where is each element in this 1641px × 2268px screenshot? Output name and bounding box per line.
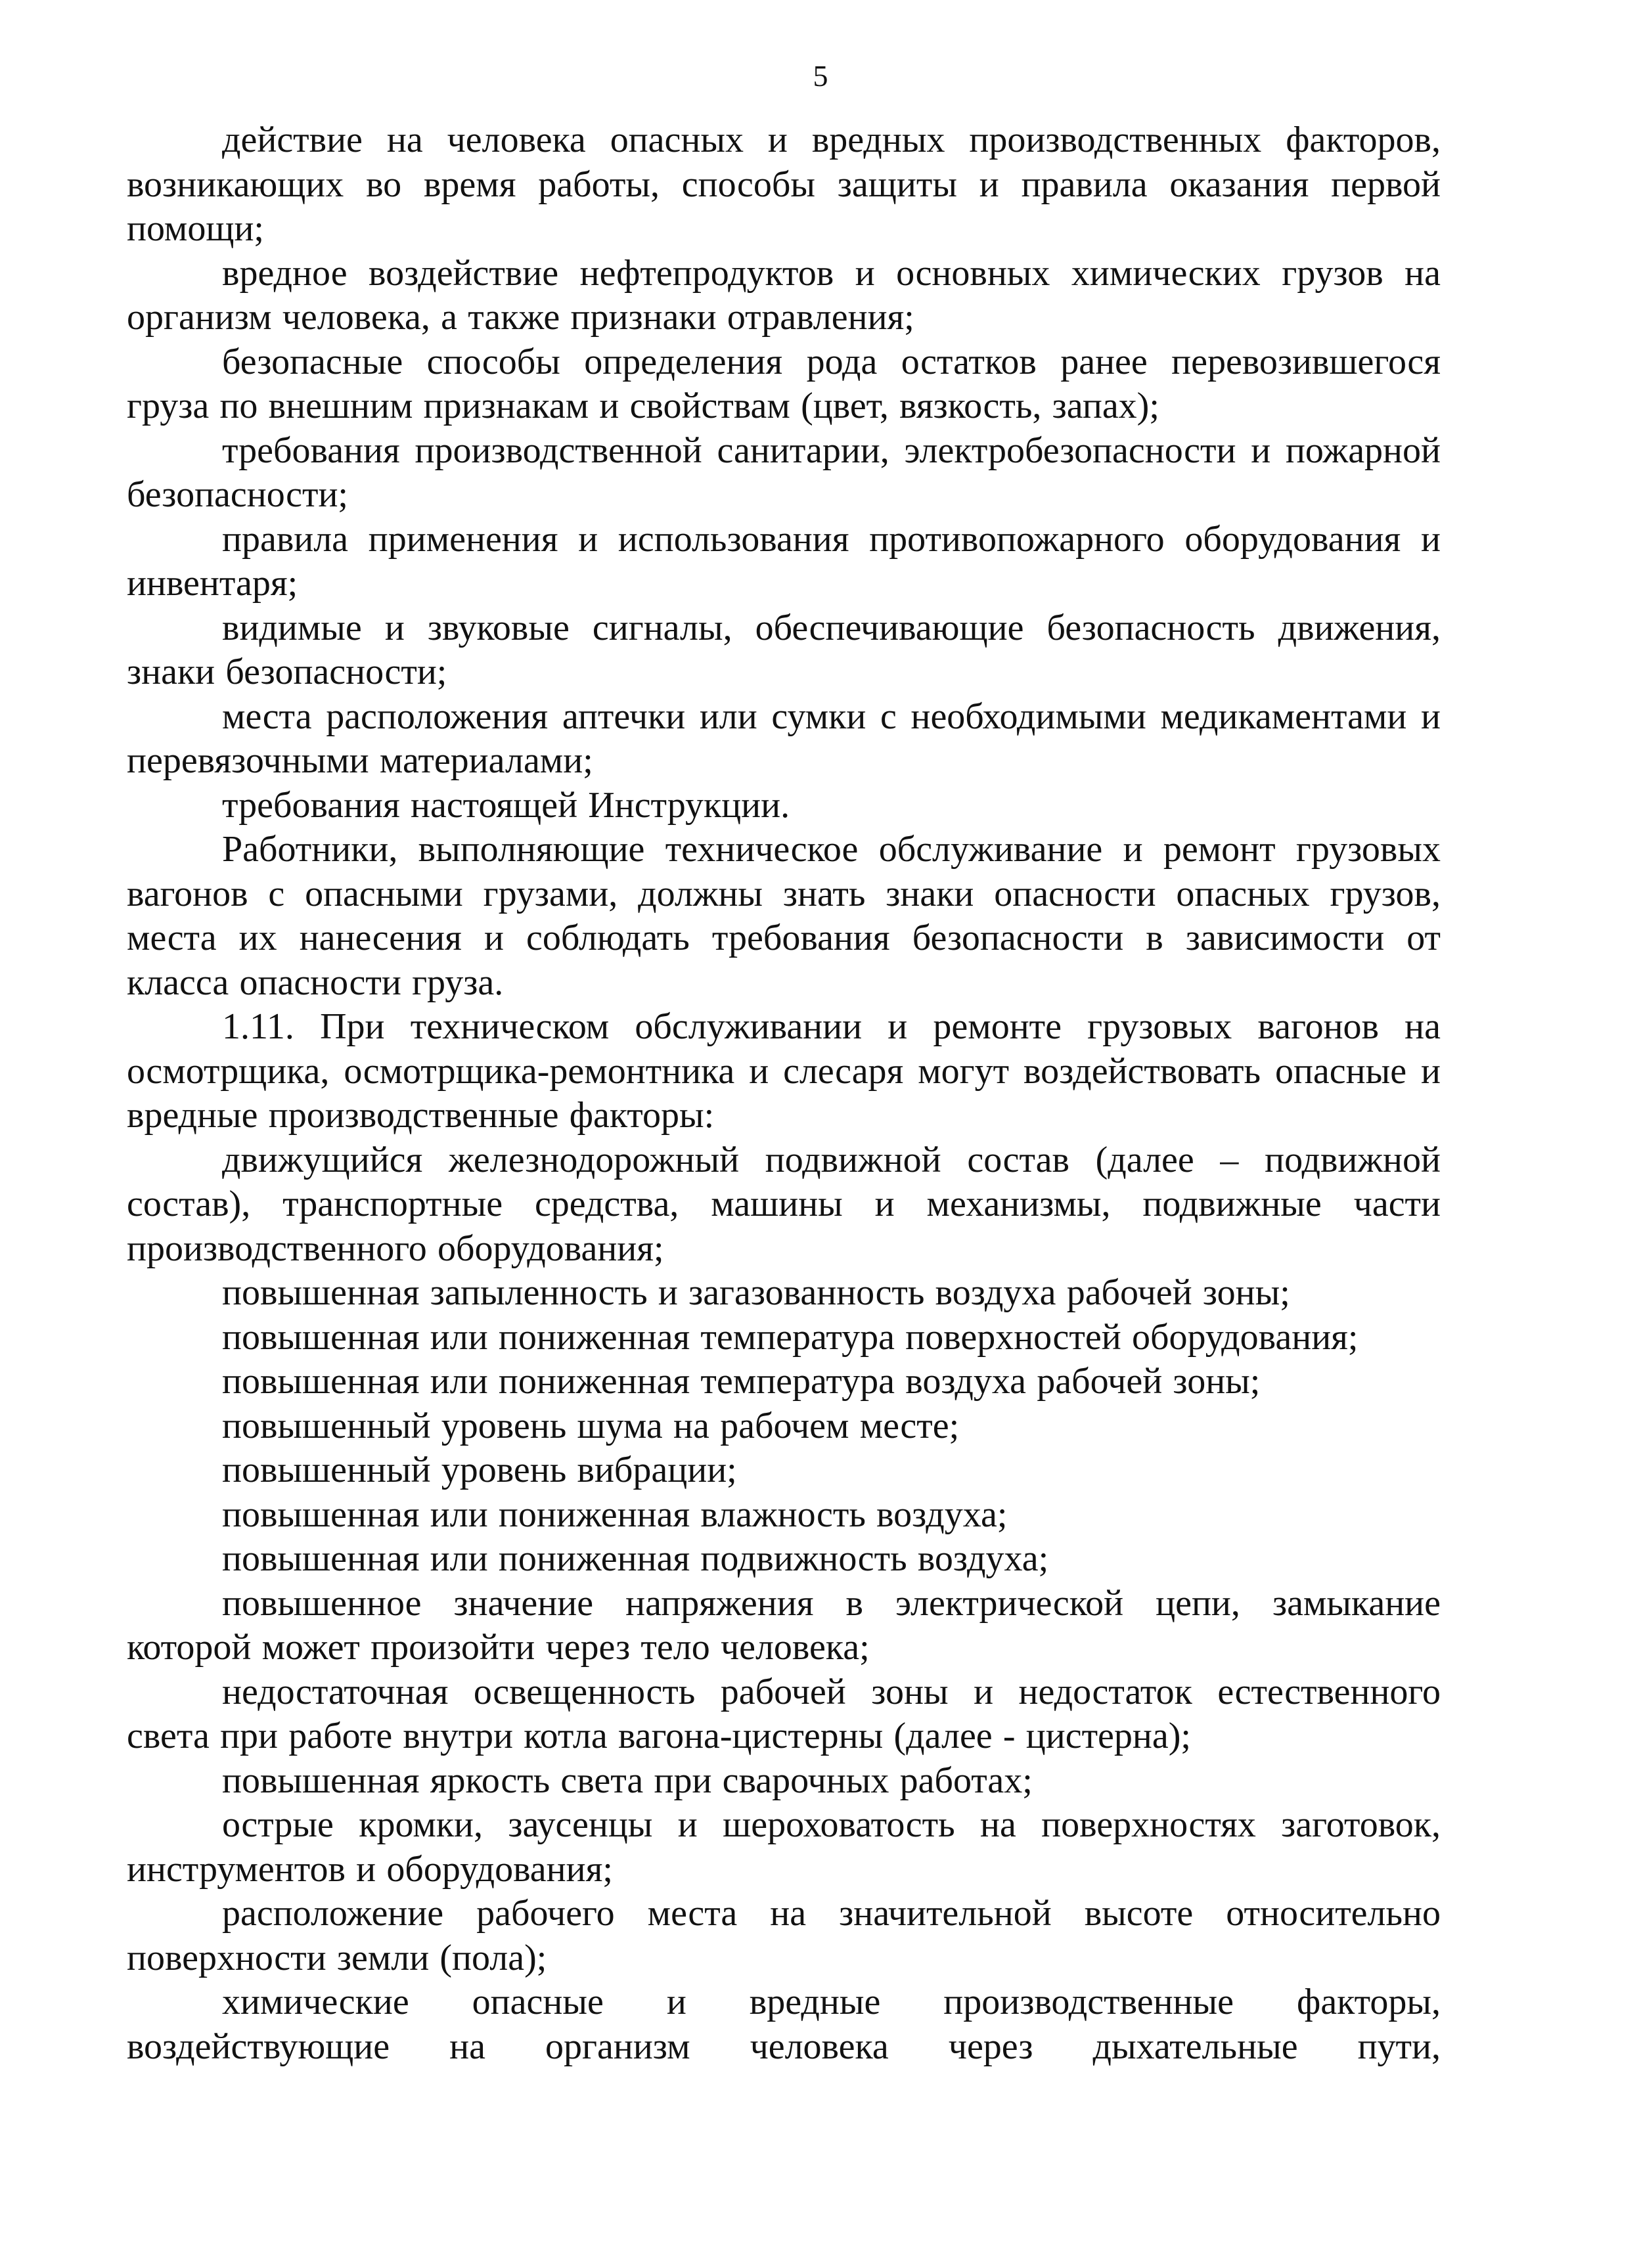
paragraph: требования настоящей Инструкции. (222, 784, 790, 826)
paragraph: безопасные способы определения рода остатков ранее перевозившегося груза по внешним признакам и свойствам (цвет, вязкость, запах); (127, 341, 1441, 426)
paragraph: повышенная или пониженная подвижность воздуха; (222, 1538, 1049, 1579)
paragraph: Работники, выполняющие техническое обслуживание и ремонт грузовых вагонов с опасными грузами, должны знать знаки опасности опасных грузов, места их нанесения и соблюдать требования безопасности в зависимости от класса опасности груза. (127, 829, 1441, 1003)
paragraph: 1.11. При техническом обслуживании и ремонте грузовых вагонов на осмотрщика, осмотрщика-ремонтника и слесаря могут воздействовать опасные и вредные производственные факторы: (127, 1006, 1441, 1136)
paragraph: химические опасные и вредные производственные факторы, воздействующие на организм человека через дыхательные пути, (127, 1982, 1441, 2067)
paragraph: повышенная запыленность и загазованность воздуха рабочей зоны; (222, 1272, 1290, 1313)
paragraph: повышенная или пониженная температура воздуха рабочей зоны; (222, 1361, 1261, 1402)
paragraph: правила применения и использования противопожарного оборудования и инвентаря; (127, 518, 1441, 604)
paragraph: вредное воздействие нефтепродуктов и основных химических грузов на организм человека, а также признаки отравления; (127, 252, 1441, 338)
paragraph: острые кромки, заусенцы и шероховатость на поверхностях заготовок, инструментов и оборудования; (127, 1804, 1441, 1890)
paragraph: движущийся железнодорожный подвижной состав (далее – подвижной состав), транспортные средства, машины и механизмы, подвижные части производственного оборудования; (127, 1139, 1441, 1269)
paragraph: повышенная или пониженная влажность воздуха; (222, 1494, 1008, 1535)
paragraph: места расположения аптечки или сумки с необходимыми медикаментами и перевязочными материалами; (127, 696, 1441, 781)
paragraph: повышенное значение напряжения в электрической цепи, замыкание которой может произойти через тело человека; (127, 1582, 1441, 1668)
paragraph: повышенная или пониженная температура поверхностей оборудования; (222, 1316, 1359, 1358)
paragraph: расположение рабочего места на значительной высоте относительно поверхности земли (пола); (127, 1893, 1441, 1978)
page-number: 5 (813, 59, 828, 93)
paragraph: действие на человека опасных и вредных производственных факторов, возникающих во время работы, способы защиты и правила оказания первой помощи; (127, 120, 1441, 249)
paragraph: требования производственной санитарии, электробезопасности и пожарной безопасности; (127, 430, 1441, 515)
paragraph: повышенный уровень шума на рабочем месте; (222, 1405, 960, 1446)
paragraph: видимые и звуковые сигналы, обеспечивающие безопасность движения, знаки безопасности; (127, 607, 1441, 692)
paragraph: повышенная яркость света при сварочных работах; (222, 1760, 1033, 1801)
body-text (127, 118, 1441, 2069)
paragraph: повышенный уровень вибрации; (222, 1450, 737, 1490)
paragraph: недостаточная освещенность рабочей зоны и недостаток естественного света при работе внутри котла вагона-цистерны (далее - цистерна); (127, 1671, 1441, 1756)
